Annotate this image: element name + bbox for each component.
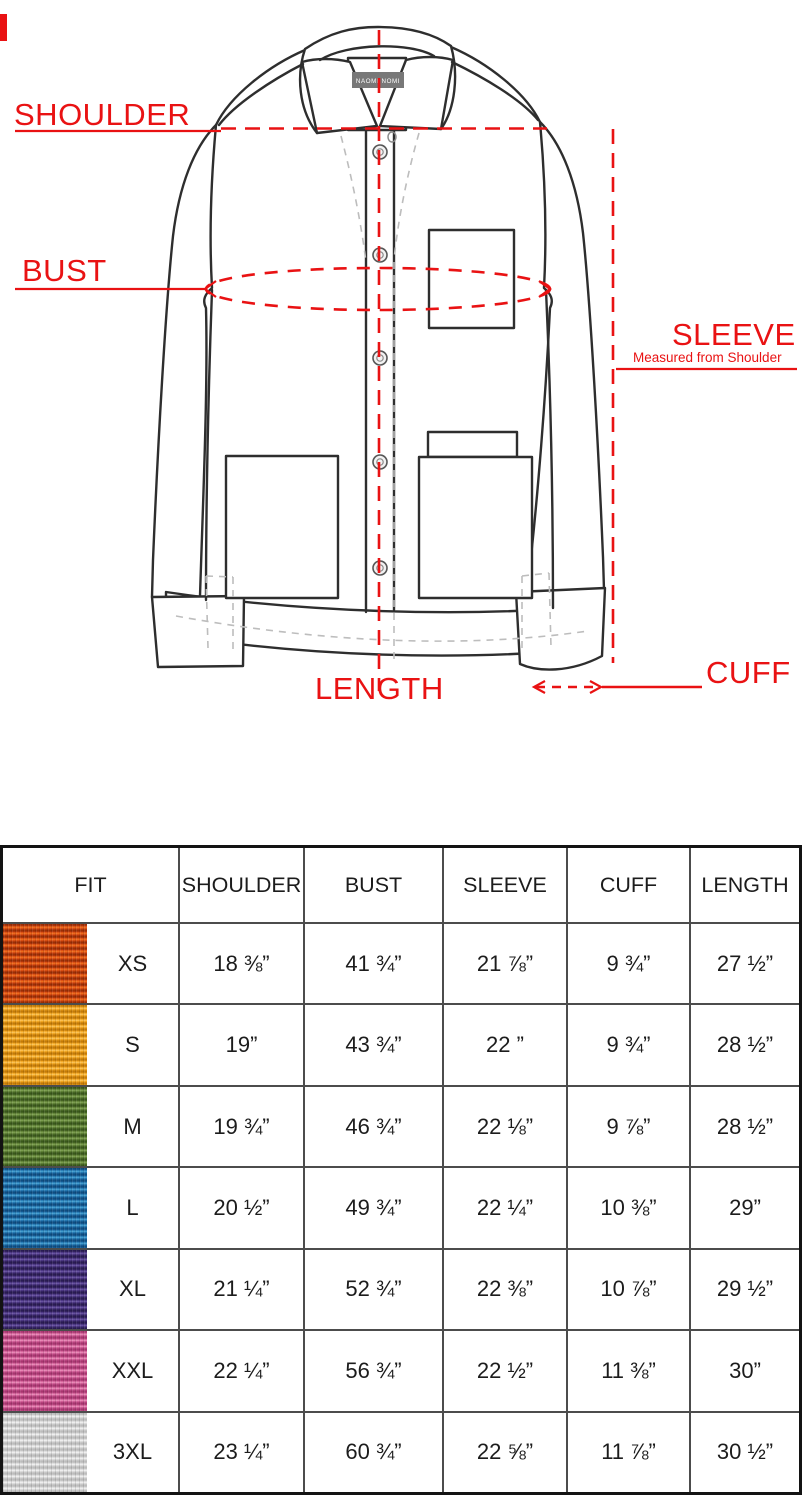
table-row <box>3 1329 799 1410</box>
fit-label: XXL <box>111 1357 154 1383</box>
col-header-cuff: CUFF <box>568 848 691 922</box>
button-placket <box>373 132 396 575</box>
cell-shoulder: 21 ¼” <box>180 1250 305 1329</box>
col-header-bust: BUST <box>305 848 444 922</box>
cell-cuff: 9 ⅞” <box>568 1087 691 1166</box>
fit-cell <box>3 1087 180 1166</box>
cell-bust: 52 ¾” <box>305 1250 444 1329</box>
right-pocket <box>419 457 532 598</box>
col-header-shoulder: SHOULDER <box>180 848 305 922</box>
col-header-sleeve: SLEEVE <box>444 848 568 922</box>
right-cuff <box>516 588 605 670</box>
fit-cell <box>3 1250 180 1329</box>
cell-sleeve: 21 ⅞” <box>444 924 568 1003</box>
chest-pocket <box>429 230 514 328</box>
cell-bust: 60 ¾” <box>305 1413 444 1492</box>
fit-cell <box>3 1413 180 1492</box>
fabric-swatch-blue <box>3 1168 87 1247</box>
cell-length: 27 ½” <box>716 950 774 976</box>
cell-sleeve: 22 ” <box>444 1005 568 1084</box>
cuff-label: CUFF <box>706 655 791 690</box>
cell-shoulder: 19” <box>180 1005 305 1084</box>
shoulder-label: SHOULDER <box>14 97 191 132</box>
fabric-swatch-pink <box>3 1331 87 1410</box>
fit-label: L <box>126 1194 139 1220</box>
cell-sleeve: 22 ⅛” <box>444 1087 568 1166</box>
sleeve-note-label: Measured from Shoulder <box>633 350 782 365</box>
cell-sleeve: 22 ⅜” <box>444 1250 568 1329</box>
sleeve-label: SLEEVE <box>672 317 796 352</box>
fit-cell <box>3 924 180 1003</box>
cell-shoulder: 19 ¾” <box>180 1087 305 1166</box>
col-header-length: LENGTH <box>701 872 789 897</box>
fit-label: XS <box>117 950 148 976</box>
cell-cuff: 9 ¾” <box>568 1005 691 1084</box>
cell-cuff: 9 ¾” <box>568 924 691 1003</box>
fit-cell <box>3 1168 180 1247</box>
col-header-fit: FIT <box>3 848 180 922</box>
cell-shoulder: 20 ½” <box>180 1168 305 1247</box>
crop-artifact <box>0 14 7 41</box>
fit-label: XL <box>119 1276 146 1302</box>
right-pocket-flap <box>428 432 517 457</box>
table-row <box>3 922 799 1003</box>
table-header-row <box>3 848 799 922</box>
cell-length: 29” <box>729 1194 761 1220</box>
left-pocket <box>226 456 338 598</box>
cell-length: 28 ½” <box>716 1032 774 1058</box>
cell-length: 28 ½” <box>716 1113 774 1139</box>
cell-sleeve: 22 ½” <box>444 1331 568 1410</box>
cell-sleeve: 22 ⅝” <box>444 1413 568 1492</box>
bust-label: BUST <box>22 253 107 288</box>
fit-cell <box>3 1005 180 1084</box>
brand-label-text: NAOMI NOMI <box>355 78 401 85</box>
cell-bust: 49 ¾” <box>305 1168 444 1247</box>
fit-label: 3XL <box>112 1439 153 1465</box>
fabric-swatch-green <box>3 1087 87 1166</box>
fit-cell <box>3 1331 180 1410</box>
cell-cuff: 11 ⅞” <box>568 1413 691 1492</box>
cell-length: 29 ½” <box>716 1276 774 1302</box>
table-row <box>3 1003 799 1084</box>
fit-label: S <box>125 1032 140 1058</box>
cell-bust: 56 ¾” <box>305 1331 444 1410</box>
cell-length: 30” <box>729 1357 761 1383</box>
cell-bust: 41 ¾” <box>305 924 444 1003</box>
cell-shoulder: 22 ¼” <box>180 1331 305 1410</box>
cell-length: 30 ½” <box>716 1439 774 1465</box>
size-table <box>0 845 802 1495</box>
table-row <box>3 1166 799 1247</box>
table-row <box>3 1085 799 1166</box>
cell-cuff: 11 ⅜” <box>568 1331 691 1410</box>
cell-shoulder: 18 ⅜” <box>180 924 305 1003</box>
fabric-swatch-white <box>3 1413 87 1492</box>
cell-sleeve: 22 ¼” <box>444 1168 568 1247</box>
fabric-swatch-marigold <box>3 1005 87 1084</box>
fabric-swatch-purple <box>3 1250 87 1329</box>
cell-shoulder: 23 ¼” <box>180 1413 305 1492</box>
fit-label: M <box>123 1113 142 1139</box>
table-row <box>3 1248 799 1329</box>
cell-cuff: 10 ⅜” <box>568 1168 691 1247</box>
length-label: LENGTH <box>315 671 444 706</box>
cell-cuff: 10 ⅞” <box>568 1250 691 1329</box>
cell-bust: 43 ¾” <box>305 1005 444 1084</box>
table-row <box>3 1411 799 1492</box>
fabric-swatch-orange <box>3 924 87 1003</box>
cell-bust: 46 ¾” <box>305 1087 444 1166</box>
left-cuff <box>152 596 244 667</box>
